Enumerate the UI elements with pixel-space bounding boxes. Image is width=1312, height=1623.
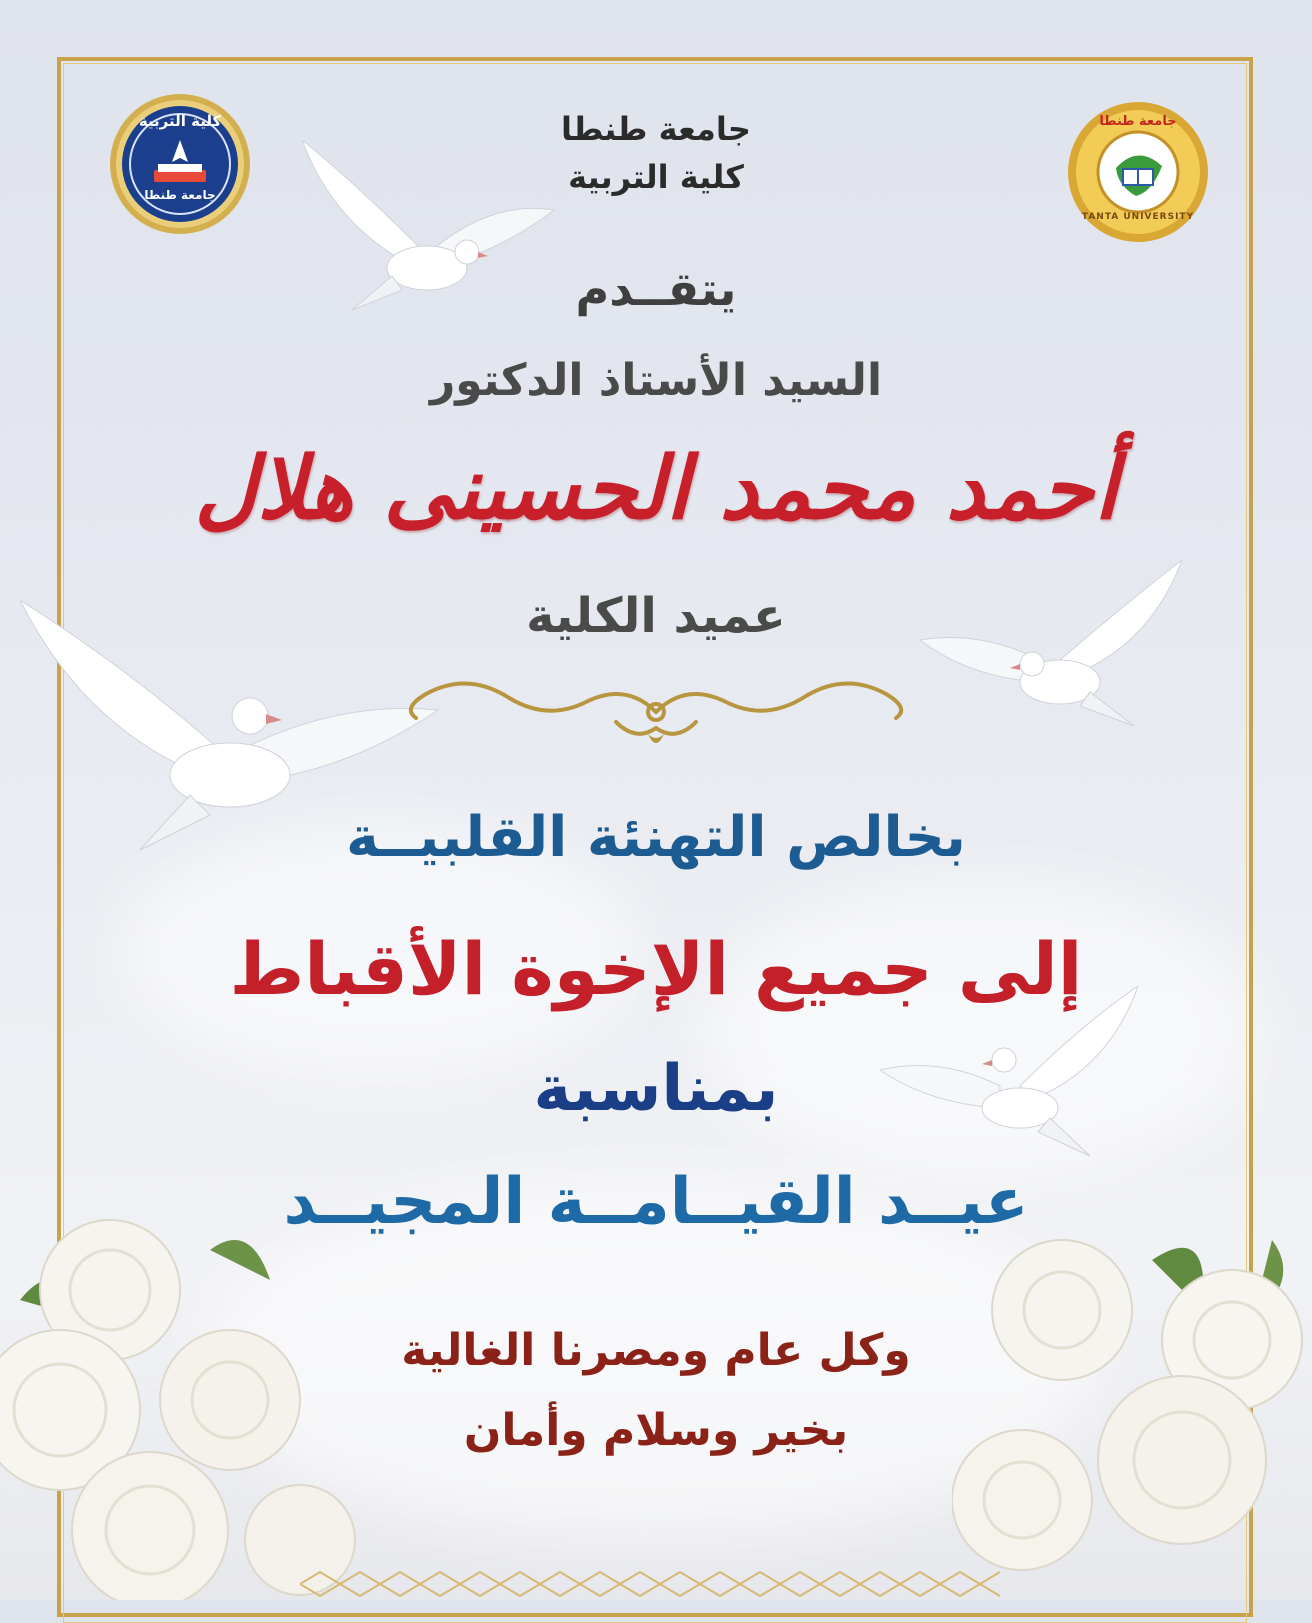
presents-text: يتقــدم	[575, 262, 737, 316]
college-name: كلية التربية	[568, 158, 744, 196]
addressee-text: إلى جميع الإخوة الأقباط	[229, 927, 1083, 1011]
gold-ornament-divider	[386, 672, 926, 762]
wish-line-2: بخير وسلام وأمان	[463, 1405, 849, 1456]
white-roses-right	[952, 1200, 1312, 1600]
honorific-title: السيد الأستاذ الدكتور	[429, 355, 883, 406]
bottom-pattern	[300, 1568, 1000, 1600]
wish-line-1: وكل عام ومصرنا الغالية	[401, 1325, 911, 1376]
faculty-seal-top-text: كلية التربية	[138, 112, 222, 130]
dean-position: عميد الكلية	[526, 588, 786, 644]
dean-name: أحمد محمد الحسينى هلال	[194, 438, 1118, 539]
feast-name: عيــد القيــامــة المجيــد	[283, 1165, 1029, 1239]
university-seal-bottom-text: TANTA UNIVERSITY	[1081, 212, 1195, 222]
university-seal-top-text: جامعة طنطا	[1099, 114, 1177, 129]
congratulations-text: بخالص التهنئة القلبيــة	[346, 805, 966, 870]
faculty-seal-bottom-text: جامعة طنطا	[144, 188, 216, 202]
university-name: جامعة طنطا	[561, 110, 751, 148]
occasion-label: بمناسبة	[533, 1052, 779, 1126]
